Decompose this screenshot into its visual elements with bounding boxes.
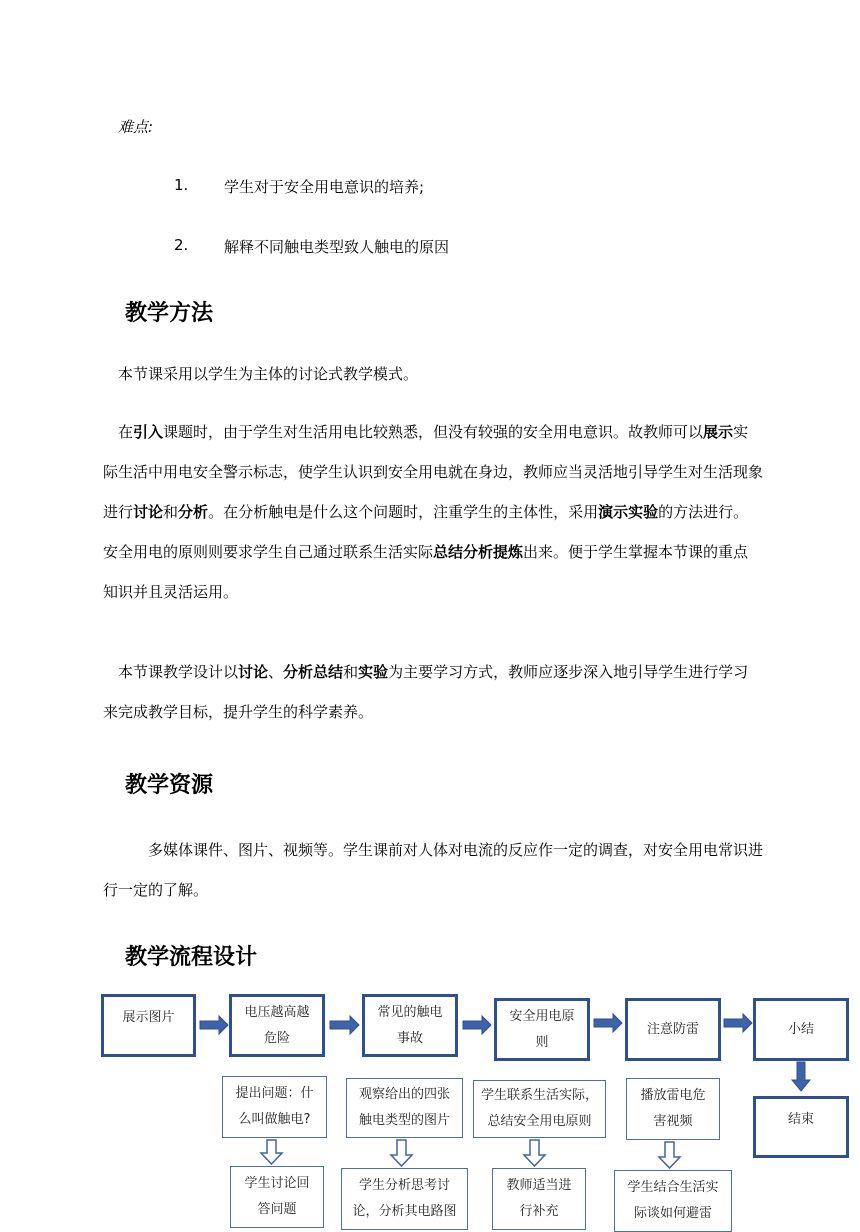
- list-number: 1.: [174, 176, 189, 194]
- flow-box-analyze: 学生分析思考讨论，分析其电路图: [341, 1168, 468, 1230]
- list-text: 学生对于安全用电意识的培养;: [224, 178, 425, 196]
- arrow-right-icon: [594, 1014, 622, 1032]
- arrow-down-icon: [792, 1062, 810, 1091]
- arrow-down-outline-icon: [524, 1140, 545, 1166]
- arrow-right-icon: [724, 1014, 752, 1032]
- flow-box-safety-principles: 安全用电原则: [494, 998, 590, 1061]
- arrow-down-outline-icon: [659, 1142, 680, 1168]
- flow-box-show-images: 展示图片: [101, 994, 196, 1057]
- flow-box-end: 结束: [753, 1096, 849, 1158]
- flow-box-teacher-supplement: 教师适当进行补充: [492, 1168, 586, 1230]
- arrow-right-icon: [330, 1016, 359, 1034]
- arrow-down-outline-icon: [391, 1140, 412, 1166]
- arrow-right-icon: [200, 1016, 228, 1034]
- flow-box-common-accidents: 常见的触电事故: [362, 994, 458, 1057]
- list-number: 2.: [174, 236, 189, 254]
- arrow-right-icon: [463, 1016, 491, 1034]
- methods-paragraph-1: 本节课采用以学生为主体的讨论式教学模式。: [118, 365, 419, 383]
- resources-paragraph: 多媒体课件、图片、视频等。学生课前对人体对电流的反应作一定的调查，对安全用电常识进行一定的了解。: [103, 841, 764, 899]
- flow-box-summary: 小结: [753, 998, 849, 1061]
- heading-methods: 教学方法: [125, 301, 214, 326]
- flow-box-question: 提出问题：什么叫做触电?: [222, 1076, 327, 1138]
- flow-box-avoid-lightning: 学生结合生活实际谈如何避雷: [614, 1170, 732, 1232]
- arrow-down-outline-icon: [261, 1140, 282, 1164]
- list-text: 解释不同触电类型致人触电的原因: [224, 238, 450, 256]
- flow-box-observe: 观察给出的四张触电类型的图片: [346, 1078, 463, 1138]
- methods-paragraph-2: 在引入课题时，由于学生对生活用电比较熟悉，但没有较强的安全用电意识。故教师可以展示实际生活中用电安全警示标志，使学生认识到安全用电就在身边，教师应当灵活地引导学生对生活现象进行讨论和分析。在分析触电是什么这个问题时，注重学生的主体性，采用演示实验的方法进行。安全用电的原则则要求学生自己通过联系生活实际总结分析提炼出来。便于学生掌握本节课的重点知识并且灵活运用。: [103, 423, 764, 601]
- heading-flow: 教学流程设计: [125, 945, 258, 970]
- flow-box-play-video: 播放雷电危害视频: [626, 1078, 720, 1140]
- flow-box-connect-life: 学生联系生活实际，总结安全用电原则: [473, 1080, 606, 1138]
- heading-resources: 教学资源: [125, 773, 214, 798]
- flow-box-high-voltage: 电压越高越危险: [229, 994, 325, 1057]
- difficulty-label: 难点:: [118, 118, 154, 136]
- methods-paragraph-3: 本节课教学设计以讨论、分析总结和实验为主要学习方式，教师应逐步深入地引导学生进行学习来完成教学目标，提升学生的科学素养。: [103, 663, 749, 721]
- flow-box-lightning: 注意防雷: [625, 998, 721, 1061]
- flow-box-discuss: 学生讨论回答问题: [230, 1166, 324, 1228]
